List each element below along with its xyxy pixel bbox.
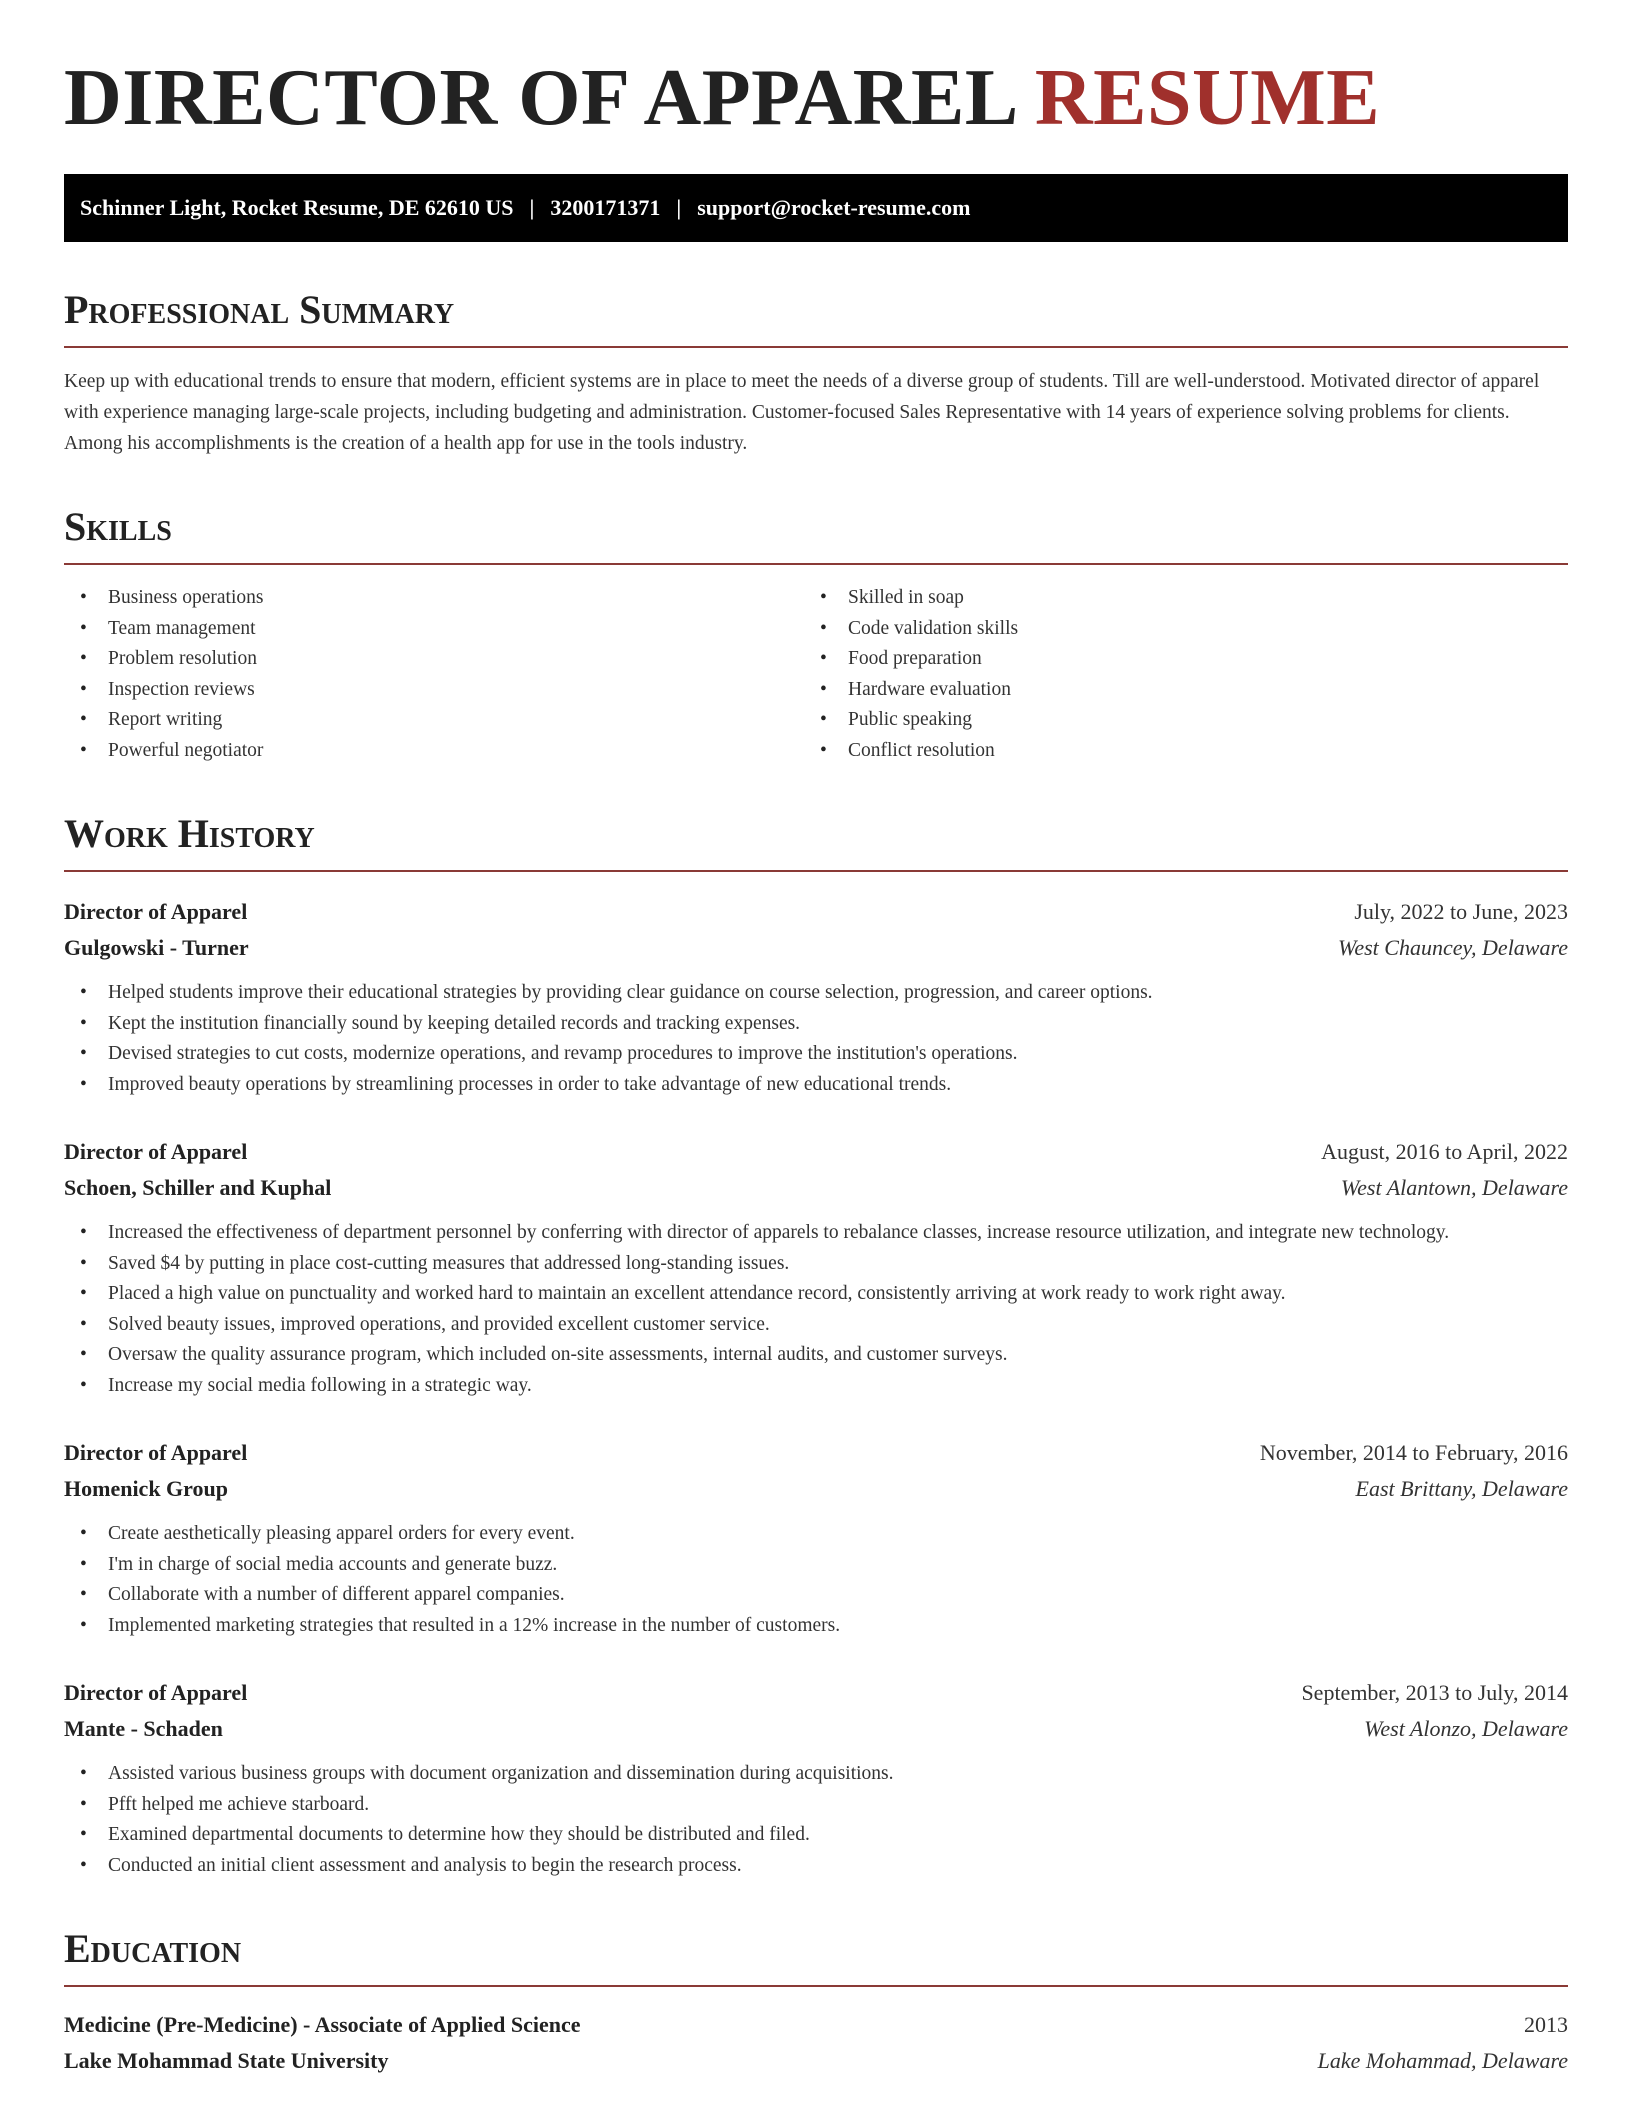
contact-bar [64, 174, 1568, 242]
job-bullets [64, 1218, 1568, 1401]
skill-item: • Conflict resolution [804, 736, 1544, 767]
job-bullet: • Oversaw the quality assurance program, which included on-site assessments, internal audits, and customer surveys. [64, 1340, 1568, 1371]
job-bullet: • Create aesthetically pleasing apparel orders for every event. [64, 1519, 1568, 1550]
job-subheader [64, 930, 1568, 966]
skill-item: • Public speaking [804, 705, 1544, 736]
contact-email[interactable]: support@rocket-resume.com [697, 195, 971, 220]
job-dates: November, 2014 to February, 2016 [1259, 1440, 1568, 1465]
job-header [64, 1134, 1568, 1170]
job-title: Director of Apparel [64, 1440, 248, 1465]
resume-title [64, 0, 1568, 144]
job-company: Schoen, Schiller and Kuphal [64, 1175, 332, 1200]
job-bullet: • Improved beauty operations by streamlining processes in order to take advantage of new educational trends. [64, 1070, 1568, 1101]
skill-item: • Code validation skills [804, 614, 1544, 645]
summary-text: Keep up with educational trends to ensure that modern, efficient systems are in place to meet the needs of a diverse group of students. Till are well-understood. Motivated director of apparel with experience managing large-scale projects, including budgeting and administration. Customer-focused Sales Representative with 14 years of experience solving problems for clients. Among his accomplishments is the creation of a health app for use in the tools industry. [64, 371, 1540, 454]
education-degree: Medicine (Pre-Medicine) - Associate of Applied Science [64, 2012, 581, 2037]
job-bullet: • Pfft helped me achieve starboard. [64, 1790, 1568, 1821]
job-bullet: • Conducted an initial client assessment and analysis to begin the research process. [64, 1851, 1568, 1882]
skill-item: • Business operations [64, 583, 804, 614]
job-title: Director of Apparel [64, 1680, 248, 1705]
job-bullets [64, 978, 1568, 1100]
job-entry [64, 894, 1568, 1100]
job-bullet: • Helped students improve their educational strategies by providing clear guidance on course selection, progression, and career options. [64, 978, 1568, 1009]
contact-separator: | [529, 195, 535, 220]
job-location: East Brittany, Delaware [1355, 1476, 1568, 1501]
job-location: West Alonzo, Delaware [1364, 1716, 1568, 1741]
section-title-skills: Skills [64, 503, 1568, 565]
education-header [64, 2007, 1568, 2043]
skill-item: • Problem resolution [64, 644, 804, 675]
skill-item: • Inspection reviews [64, 675, 804, 706]
skill-item: • Team management [64, 614, 804, 645]
job-title: Director of Apparel [64, 899, 248, 924]
section-title-work-history: Work History [64, 810, 1568, 872]
skill-item: • Report writing [64, 705, 804, 736]
job-bullet: • Increase my social media following in a strategic way. [64, 1371, 1568, 1402]
job-location: West Alantown, Delaware [1340, 1175, 1568, 1200]
title-main: DIRECTOR OF APPAREL [64, 54, 1015, 142]
job-bullet: • I'm in charge of social media accounts and generate buzz. [64, 1550, 1568, 1581]
job-subheader [64, 1711, 1568, 1747]
skills-list [64, 583, 1568, 766]
job-company: Mante - Schaden [64, 1716, 223, 1741]
skills-column-left [64, 583, 804, 766]
education-location: Lake Mohammad, Delaware [1317, 2048, 1568, 2073]
job-bullet: • Collaborate with a number of different apparel companies. [64, 1580, 1568, 1611]
job-bullet: • Implemented marketing strategies that resulted in a 12% increase in the number of customers. [64, 1611, 1568, 1642]
job-entry [64, 1435, 1568, 1641]
job-bullets [64, 1519, 1568, 1641]
job-bullet: • Devised strategies to cut costs, modernize operations, and revamp procedures to improve the institution's operations. [64, 1039, 1568, 1070]
job-header [64, 1435, 1568, 1471]
job-company: Gulgowski - Turner [64, 935, 249, 960]
job-location: West Chauncey, Delaware [1338, 935, 1568, 960]
title-accent: RESUME [1034, 54, 1381, 142]
job-bullet: • Solved beauty issues, improved operations, and provided excellent customer service. [64, 1310, 1568, 1341]
contact-phone[interactable]: 3200171371 [550, 195, 661, 220]
job-bullet: • Saved $4 by putting in place cost-cutting measures that addressed long-standing issues. [64, 1249, 1568, 1280]
job-bullet: • Placed a high value on punctuality and worked hard to maintain an excellent attendance record, consistently arriving at work ready to work right away. [64, 1279, 1568, 1310]
job-dates: August, 2016 to April, 2022 [1321, 1139, 1568, 1164]
job-subheader [64, 1471, 1568, 1507]
job-company: Homenick Group [64, 1476, 229, 1501]
skill-item: • Food preparation [804, 644, 1544, 675]
job-bullet: • Assisted various business groups with document organization and dissemination during acquisitions. [64, 1759, 1568, 1790]
contact-separator: | [676, 195, 682, 220]
job-bullet: • Examined departmental documents to determine how they should be distributed and filed. [64, 1820, 1568, 1851]
job-dates: September, 2013 to July, 2014 [1301, 1680, 1568, 1705]
job-header [64, 1675, 1568, 1711]
section-title-summary: Professional Summary [64, 286, 1568, 348]
skill-item: • Skilled in soap [804, 583, 1544, 614]
job-subheader [64, 1170, 1568, 1206]
job-title: Director of Apparel [64, 1139, 248, 1164]
job-entry [64, 1675, 1568, 1881]
job-entry [64, 1134, 1568, 1401]
education-school: Lake Mohammad State University [64, 2048, 389, 2073]
education-year: 2013 [1524, 2012, 1568, 2037]
job-bullets [64, 1759, 1568, 1881]
section-title-education: Education [64, 1925, 1568, 1987]
skills-column-right [804, 583, 1544, 766]
job-dates: July, 2022 to June, 2023 [1354, 899, 1568, 924]
education-entry [64, 2007, 1568, 2079]
job-header [64, 894, 1568, 930]
job-bullet: • Increased the effectiveness of department personnel by conferring with director of apparels to rebalance classes, increase resource utilization, and integrate new technology. [64, 1218, 1568, 1249]
job-bullet: • Kept the institution financially sound by keeping detailed records and tracking expenses. [64, 1009, 1568, 1040]
education-subheader [64, 2043, 1568, 2079]
skill-item: • Powerful negotiator [64, 736, 804, 767]
contact-address: Schinner Light, Rocket Resume, DE 62610 US [80, 195, 514, 220]
skill-item: • Hardware evaluation [804, 675, 1544, 706]
